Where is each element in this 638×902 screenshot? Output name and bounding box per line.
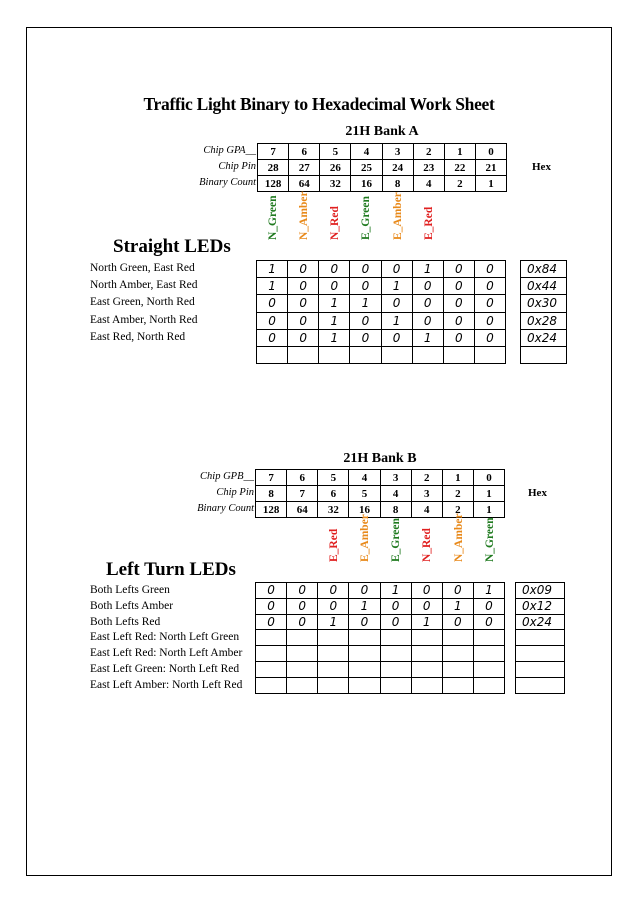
straight-bit-cell: 0 [381, 329, 412, 346]
bank-b-led-label: N_Amber [452, 513, 465, 562]
bank-b-chip-bit-cell: 0 [473, 470, 504, 486]
bank-a-binary-count-cell: 1 [475, 176, 506, 192]
left-turn-row [256, 646, 505, 662]
left-turn-bit-cell [442, 646, 473, 662]
straight-leds-hex-column [520, 260, 567, 364]
left-turn-bit-cell [287, 677, 318, 693]
left-turn-row-name: Both Lefts Amber [90, 599, 174, 612]
straight-bit-cell: 1 [319, 295, 350, 312]
left-turn-bit-cell: 1 [380, 583, 411, 599]
bank-a-led-label-wrap [390, 172, 406, 252]
bank-a-binary-count-cell: 16 [351, 176, 382, 192]
straight-bit-cell: 0 [412, 312, 443, 329]
straight-bit-cell [474, 346, 505, 363]
left-turn-bit-cell [256, 630, 287, 646]
left-turn-leds-grid [255, 582, 505, 694]
left-turn-hex-row [516, 646, 565, 662]
straight-bit-cell: 1 [257, 261, 288, 278]
straight-row-name: East Red, North Red [90, 330, 186, 343]
straight-bit-cell: 0 [350, 261, 381, 278]
bank-b-chip-pin-row [256, 486, 505, 502]
left-turn-bit-cell [442, 661, 473, 677]
straight-bit-cell: 0 [288, 278, 319, 295]
bank-a-led-label-wrap [327, 172, 343, 252]
left-turn-bit-cell [411, 661, 442, 677]
left-turn-bit-cell [380, 661, 411, 677]
left-turn-hex-row [516, 677, 565, 693]
bank-a-binary-count-cell: 32 [320, 176, 351, 192]
straight-row-name: North Amber, East Red [90, 279, 198, 292]
bank-b-binary-count-row [256, 502, 505, 518]
left-turn-bit-cell [473, 646, 504, 662]
left-turn-bit-cell [256, 646, 287, 662]
bank-b-chip-pin-cell: 6 [318, 486, 349, 502]
straight-bit-cell: 0 [288, 295, 319, 312]
straight-hex-cell [521, 346, 567, 363]
left-turn-bit-cell [411, 630, 442, 646]
left-turn-bit-cell: 0 [287, 614, 318, 630]
bank-b-chip-bit-cell: 4 [349, 470, 380, 486]
left-turn-row [256, 677, 505, 693]
bank-a-led-label: N_Red [329, 206, 342, 240]
left-turn-bit-cell [256, 661, 287, 677]
straight-bit-cell: 1 [257, 278, 288, 295]
bank-b-led-label-wrap [451, 494, 467, 574]
bank-a-chip-bit-cell: 6 [289, 144, 320, 160]
left-turn-bit-cell: 0 [287, 598, 318, 614]
left-turn-bit-cell [318, 630, 349, 646]
straight-bit-cell: 0 [381, 261, 412, 278]
straight-leds-grid [256, 260, 506, 364]
left-turn-hex-row [516, 614, 565, 630]
bank-b-led-label-wrap [482, 494, 498, 574]
straight-hex-row [521, 295, 567, 312]
left-turn-hex-row [516, 661, 565, 677]
bank-b-led-label: E_Amber [358, 514, 371, 562]
bank-a-led-label-wrap [358, 172, 374, 252]
bank-b-binary-count-cell: 128 [256, 502, 287, 518]
straight-hex-row [521, 329, 567, 346]
straight-bit-cell: 0 [443, 312, 474, 329]
bank-a-chip-bit-cell: 7 [258, 144, 289, 160]
left-turn-bit-cell: 1 [349, 598, 380, 614]
left-turn-bit-cell: 1 [411, 614, 442, 630]
bank-a-led-label: E_Amber [391, 192, 404, 240]
straight-bit-cell: 0 [288, 312, 319, 329]
bank-a-binary-count-cell: 4 [413, 176, 444, 192]
left-turn-bit-cell [256, 677, 287, 693]
bank-a-led-label: N_Green [266, 195, 279, 240]
left-turn-bit-cell [287, 646, 318, 662]
bank-b-binary-count-cell: 2 [442, 502, 473, 518]
left-turn-bit-cell [380, 646, 411, 662]
left-turn-bit-cell [380, 630, 411, 646]
bank-b-binary-count-cell: 1 [473, 502, 504, 518]
left-turn-bit-cell [318, 661, 349, 677]
left-turn-leds-hex-column [515, 582, 565, 694]
straight-hex-row [521, 346, 567, 363]
straight-hex-cell: 0x44 [521, 278, 567, 295]
bank-b-binary-count-cell: 8 [380, 502, 411, 518]
bank-a-led-label: E_Green [360, 196, 373, 240]
left-turn-bit-cell: 0 [318, 598, 349, 614]
left-turn-bit-cell: 0 [318, 583, 349, 599]
left-turn-bit-cell: 0 [349, 614, 380, 630]
straight-bit-cell: 0 [257, 295, 288, 312]
bank-a-led-label: N_Amber [297, 191, 310, 240]
bank-a-chip-pin-cell: 28 [258, 160, 289, 176]
straight-hex-cell: 0x24 [521, 329, 567, 346]
bank-b-chip-bit-cell: 2 [411, 470, 442, 486]
left-turn-bit-cell [349, 630, 380, 646]
left-turn-hex-row [516, 598, 565, 614]
bank-b-chip-bit-cell: 3 [380, 470, 411, 486]
straight-bit-cell [319, 346, 350, 363]
bank-b-led-label-wrap [419, 494, 435, 574]
straight-bit-cell: 0 [443, 278, 474, 295]
bank-a-binary-count-cell: 2 [444, 176, 475, 192]
bank-a-chip-label: Chip GPA__ [203, 145, 256, 156]
straight-bit-cell: 0 [257, 329, 288, 346]
left-turn-row-name: Both Lefts Green [90, 584, 170, 596]
left-turn-row [256, 630, 505, 646]
left-turn-bit-cell [473, 677, 504, 693]
left-turn-bit-cell: 1 [473, 583, 504, 599]
left-turn-bit-cell [411, 677, 442, 693]
bank-b-header-grid [255, 469, 505, 518]
left-turn-bit-cell [318, 646, 349, 662]
left-turn-bit-cell: 1 [318, 614, 349, 630]
straight-row [257, 312, 506, 329]
straight-bit-cell: 0 [288, 329, 319, 346]
straight-hex-row [521, 261, 567, 278]
straight-bit-cell: 1 [381, 278, 412, 295]
left-turn-hex-cell: 0x12 [516, 598, 565, 614]
straight-hex-row [521, 278, 567, 295]
bank-b-title: 21H Bank B [343, 451, 417, 466]
left-turn-bit-cell [442, 677, 473, 693]
straight-bit-cell: 0 [443, 329, 474, 346]
bank-a-chip-pin-cell: 27 [289, 160, 320, 176]
left-turn-row-name: Both Lefts Red [90, 615, 161, 628]
bank-b-hex-header: Hex [528, 487, 547, 499]
bank-a-chip-pin-cell: 25 [351, 160, 382, 176]
straight-bit-cell [381, 346, 412, 363]
left-turn-bit-cell: 0 [287, 583, 318, 599]
straight-bit-cell: 1 [381, 312, 412, 329]
straight-bit-cell: 0 [474, 329, 505, 346]
left-turn-bit-cell: 0 [380, 598, 411, 614]
bank-a-title: 21H Bank A [345, 124, 419, 139]
bank-a-chip-pin-cell: 21 [475, 160, 506, 176]
bank-a-binary-count-cell: 128 [258, 176, 289, 192]
left-turn-bit-cell: 0 [473, 598, 504, 614]
straight-hex-cell: 0x84 [521, 261, 567, 278]
bank-b-chip-pin-cell: 1 [473, 486, 504, 502]
straight-bit-cell [350, 346, 381, 363]
left-turn-bit-cell [349, 677, 380, 693]
straight-bit-cell: 0 [350, 312, 381, 329]
left-turn-row-name: East Left Red: North Left Amber [90, 647, 243, 660]
left-turn-bit-cell: 0 [411, 583, 442, 599]
straight-bit-cell: 1 [319, 329, 350, 346]
bank-a-chip-bit-cell: 2 [413, 144, 444, 160]
bank-a-binary-count-cell: 64 [289, 176, 320, 192]
straight-bit-cell: 0 [257, 312, 288, 329]
bank-a-hex-header: Hex [532, 161, 551, 173]
left-turn-bit-cell [442, 630, 473, 646]
left-turn-hex-cell: 0x09 [516, 583, 565, 599]
straight-bit-cell: 0 [474, 312, 505, 329]
left-turn-hex-cell [516, 646, 565, 662]
straight-hex-cell: 0x28 [521, 312, 567, 329]
bank-a-header-grid [257, 143, 507, 192]
straight-bit-cell [257, 346, 288, 363]
bank-b-chip-pin-cell: 7 [287, 486, 318, 502]
left-turn-hex-cell [516, 677, 565, 693]
bank-b-chip-pin-cell: 4 [380, 486, 411, 502]
straight-bit-cell: 1 [319, 312, 350, 329]
straight-bit-cell: 1 [412, 261, 443, 278]
bank-a-chip-bit-cell: 5 [320, 144, 351, 160]
bank-a-chip-bit-cell: 3 [382, 144, 413, 160]
left-turn-bit-cell [287, 661, 318, 677]
straight-row [257, 346, 506, 363]
left-turn-bit-cell: 0 [380, 614, 411, 630]
bank-a-chip-pin-cell: 24 [382, 160, 413, 176]
straight-bit-cell: 0 [474, 295, 505, 312]
bank-b-chip-pin-cell: 2 [442, 486, 473, 502]
left-turn-bit-cell [473, 661, 504, 677]
straight-bit-cell [412, 346, 443, 363]
bank-b-led-label: E_Green [390, 518, 403, 562]
left-turn-bit-cell: 0 [442, 583, 473, 599]
straight-row-name: North Green, East Red [90, 262, 195, 274]
straight-bit-cell: 0 [443, 295, 474, 312]
straight-row [257, 278, 506, 295]
straight-row [257, 295, 506, 312]
left-turn-bit-cell [287, 630, 318, 646]
bank-a-chip-pin-cell: 26 [320, 160, 351, 176]
left-turn-bit-cell [349, 646, 380, 662]
straight-bit-cell: 0 [474, 278, 505, 295]
bank-b-led-label: E_Red [327, 528, 340, 562]
bank-a-led-label: E_Red [422, 206, 435, 240]
left-turn-row [256, 583, 505, 599]
bank-a-chip-bit-row [258, 144, 507, 160]
straight-row [257, 329, 506, 346]
bank-b-led-label-wrap [357, 494, 373, 574]
straight-hex-row [521, 312, 567, 329]
bank-a-binary-count-row [258, 176, 507, 192]
left-turn-row [256, 614, 505, 630]
straight-bit-cell: 0 [412, 295, 443, 312]
bank-b-chip-bit-cell: 1 [442, 470, 473, 486]
left-turn-hex-row [516, 630, 565, 646]
bank-a-chip-bit-cell: 4 [351, 144, 382, 160]
bank-b-led-label: N_Green [483, 517, 496, 562]
bank-b-count-label: Binary Count [197, 503, 254, 514]
bank-b-chip-bit-row [256, 470, 505, 486]
bank-a-binary-count-cell: 8 [382, 176, 413, 192]
left-turn-row-name: East Left Red: North Left Green [90, 631, 240, 644]
left-turn-bit-cell [349, 661, 380, 677]
left-turn-row-name: East Left Amber: North Left Red [90, 678, 243, 691]
straight-bit-cell: 0 [443, 261, 474, 278]
straight-bit-cell: 0 [412, 278, 443, 295]
left-turn-bit-cell [380, 677, 411, 693]
left-turn-bit-cell: 0 [256, 598, 287, 614]
straight-bit-cell: 0 [474, 261, 505, 278]
left-turn-bit-cell: 0 [411, 598, 442, 614]
bank-b-binary-count-cell: 64 [287, 502, 318, 518]
straight-row [257, 261, 506, 278]
bank-a-led-label-wrap [265, 172, 281, 252]
left-turn-row [256, 598, 505, 614]
bank-a-pin-label: Chip Pin [218, 161, 256, 172]
straight-bit-cell: 0 [350, 329, 381, 346]
left-turn-leds-heading: Left Turn LEDs [106, 559, 236, 580]
left-turn-bit-cell [473, 630, 504, 646]
bank-b-chip-bit-cell: 5 [318, 470, 349, 486]
bank-b-chip-bit-cell: 6 [287, 470, 318, 486]
bank-b-chip-pin-cell: 3 [411, 486, 442, 502]
bank-b-chip-label: Chip GPB__ [200, 471, 254, 482]
bank-a-count-label: Binary Count [199, 177, 256, 188]
left-turn-bit-cell: 0 [256, 614, 287, 630]
bank-a-chip-pin-cell: 22 [444, 160, 475, 176]
bank-b-led-label: N_Red [421, 528, 434, 562]
left-turn-hex-cell: 0x24 [516, 614, 565, 630]
straight-bit-cell: 0 [350, 278, 381, 295]
straight-bit-cell: 1 [350, 295, 381, 312]
left-turn-bit-cell: 0 [256, 583, 287, 599]
left-turn-bit-cell: 0 [442, 614, 473, 630]
straight-bit-cell [288, 346, 319, 363]
bank-b-led-label-wrap [388, 494, 404, 574]
straight-bit-cell: 0 [319, 261, 350, 278]
bank-b-binary-count-cell: 16 [349, 502, 380, 518]
straight-bit-cell: 0 [319, 278, 350, 295]
left-turn-bit-cell [411, 646, 442, 662]
straight-leds-heading: Straight LEDs [113, 236, 231, 257]
bank-b-led-label-wrap [326, 494, 342, 574]
left-turn-hex-cell [516, 630, 565, 646]
bank-a-chip-bit-cell: 1 [444, 144, 475, 160]
straight-row-name: East Green, North Red [90, 296, 195, 309]
left-turn-bit-cell: 0 [473, 614, 504, 630]
bank-b-chip-bit-cell: 7 [256, 470, 287, 486]
left-turn-bit-cell [318, 677, 349, 693]
page-title: Traffic Light Binary to Hexadecimal Work Sheet [143, 94, 495, 114]
bank-b-pin-label: Chip Pin [216, 487, 254, 498]
bank-a-led-label-wrap [421, 172, 437, 252]
left-turn-hex-row [516, 583, 565, 599]
straight-bit-cell: 1 [412, 329, 443, 346]
straight-bit-cell: 0 [288, 261, 319, 278]
bank-a-chip-bit-cell: 0 [475, 144, 506, 160]
straight-bit-cell: 0 [381, 295, 412, 312]
left-turn-hex-cell [516, 661, 565, 677]
bank-b-binary-count-cell: 4 [411, 502, 442, 518]
bank-b-chip-pin-cell: 8 [256, 486, 287, 502]
left-turn-bit-cell: 1 [442, 598, 473, 614]
bank-b-binary-count-cell: 32 [318, 502, 349, 518]
bank-a-chip-pin-cell: 23 [413, 160, 444, 176]
straight-hex-cell: 0x30 [521, 295, 567, 312]
straight-bit-cell [443, 346, 474, 363]
bank-a-led-label-wrap [296, 172, 312, 252]
bank-a-chip-pin-row [258, 160, 507, 176]
left-turn-bit-cell: 0 [349, 583, 380, 599]
left-turn-row-name: East Left Green: North Left Red [90, 663, 240, 675]
straight-row-name: East Amber, North Red [90, 313, 198, 326]
bank-b-chip-pin-cell: 5 [349, 486, 380, 502]
left-turn-row [256, 661, 505, 677]
